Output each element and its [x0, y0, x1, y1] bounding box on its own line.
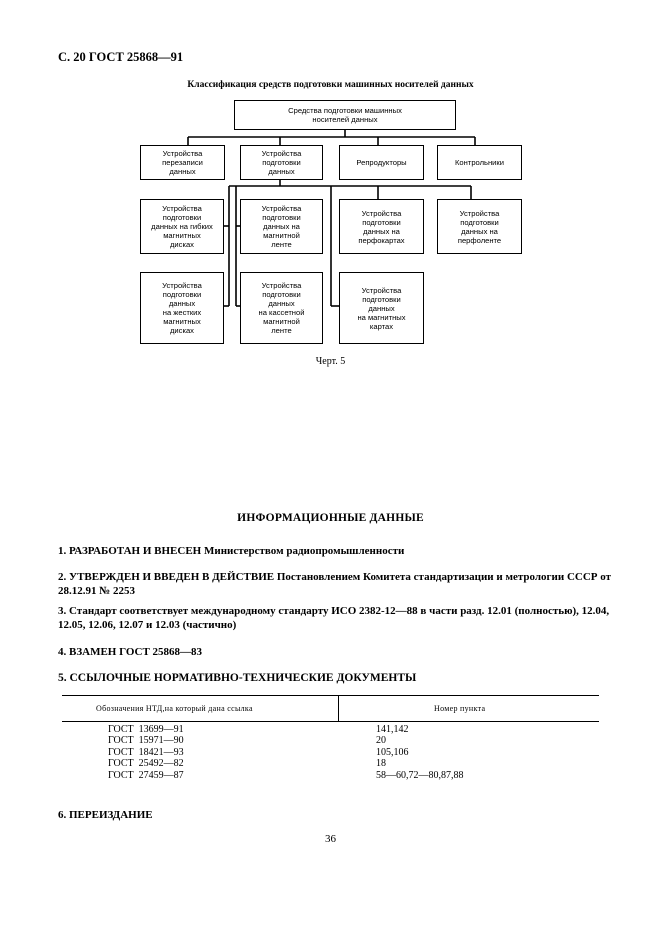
table-cell-ntd: ГОСТ 15971—90	[108, 735, 184, 747]
table-cell-ntd: ГОСТ 13699—91	[108, 724, 184, 735]
page-header: С. 20 ГОСТ 25868—91	[58, 50, 184, 64]
info-item-2-text: Постановлением Комитета стандартизации и метрологии СССР от 28.12.91 № 2253	[58, 571, 612, 597]
info-item-5: 5. ССЫЛОЧНЫЕ НОРМАТИВНО-ТЕХНИЧЕСКИЕ ДОКУМЕНТЫ	[58, 672, 417, 684]
table-cell-clause: 20	[376, 735, 386, 747]
table-cell-clause: 18	[376, 758, 386, 770]
info-title: ИНФОРМАЦИОННЫЕ ДАННЫЕ	[237, 512, 424, 524]
table-header-border	[62, 721, 599, 722]
diagram-box-reproducers: Репродукторы	[339, 145, 424, 180]
table-column-divider	[338, 695, 339, 721]
diagram-box-mag-cards: Устройства подготовки данных на магнитных картах	[339, 272, 424, 344]
info-item-3: 3. Стандарт соответствует международному стандарту ИСО 2382-12—88 в части разд. 12.01 (полностью), 12.04, 12.05, 12.06, 12.07 и 12.03 (частично)	[58, 605, 610, 631]
table-cell-clause: 141,142	[376, 724, 409, 735]
diagram-box-data-prep: Устройства подготовки данных	[240, 145, 323, 180]
diagram-caption: Черт. 5	[315, 356, 346, 367]
diagram-box-rewriting: Устройства перезаписи данных	[140, 145, 225, 180]
diagram-box-punch-tape: Устройства подготовки данных на перфоленте	[437, 199, 522, 254]
table-cell-clause: 58—60,72—80,87,88	[376, 769, 464, 781]
table-column-ntd	[108, 724, 184, 781]
info-item-6: 6. ПЕРЕИЗДАНИЕ	[58, 809, 153, 821]
info-item-4: 4. ВЗАМЕН ГОСТ 25868—83	[58, 646, 203, 658]
table-header-clause: Номер пункта	[434, 704, 486, 713]
table-cell-ntd: ГОСТ 25492—82	[108, 758, 184, 770]
diagram-connectors	[0, 0, 661, 360]
info-item-1-lead: 1. РАЗРАБОТАН И ВНЕСЕН	[58, 545, 202, 557]
diagram-root-box: Средства подготовки машинных носителей данных	[234, 100, 456, 130]
page-number: 36	[325, 833, 336, 845]
table-column-clause	[376, 724, 464, 781]
diagram-box-hard-disk: Устройства подготовки данных на жестких магнитных дисках	[140, 272, 224, 344]
diagram-box-punch-cards: Устройства подготовки данных на перфокартах	[339, 199, 424, 254]
table-cell-ntd: ГОСТ 18421—93	[108, 746, 184, 758]
info-item-2-lead: 2. УТВЕРЖДЕН И ВВЕДЕН В ДЕЙСТВИЕ	[58, 571, 275, 583]
diagram-box-mag-tape: Устройства подготовки данных на магнитной ленте	[240, 199, 323, 254]
info-item-1	[58, 544, 618, 558]
diagram-box-controllers: Контрольники	[437, 145, 522, 180]
info-item-2	[58, 570, 618, 598]
diagram-title: Классификация средств подготовки машинных носителей данных	[187, 80, 474, 90]
table-cell-clause: 105,106	[376, 746, 409, 758]
diagram-box-cassette: Устройства подготовки данных на кассетной магнитной ленте	[240, 272, 323, 344]
table-top-border	[62, 695, 599, 696]
diagram-box-floppy: Устройства подготовки данных на гибких магнитных дисках	[140, 199, 224, 254]
table-header-ntd: Обозначения НТД,на который дана ссылка	[96, 704, 253, 713]
table-cell-ntd: ГОСТ 27459—87	[108, 769, 184, 781]
info-item-1-text: Министерством радиопромышленности	[201, 545, 405, 557]
